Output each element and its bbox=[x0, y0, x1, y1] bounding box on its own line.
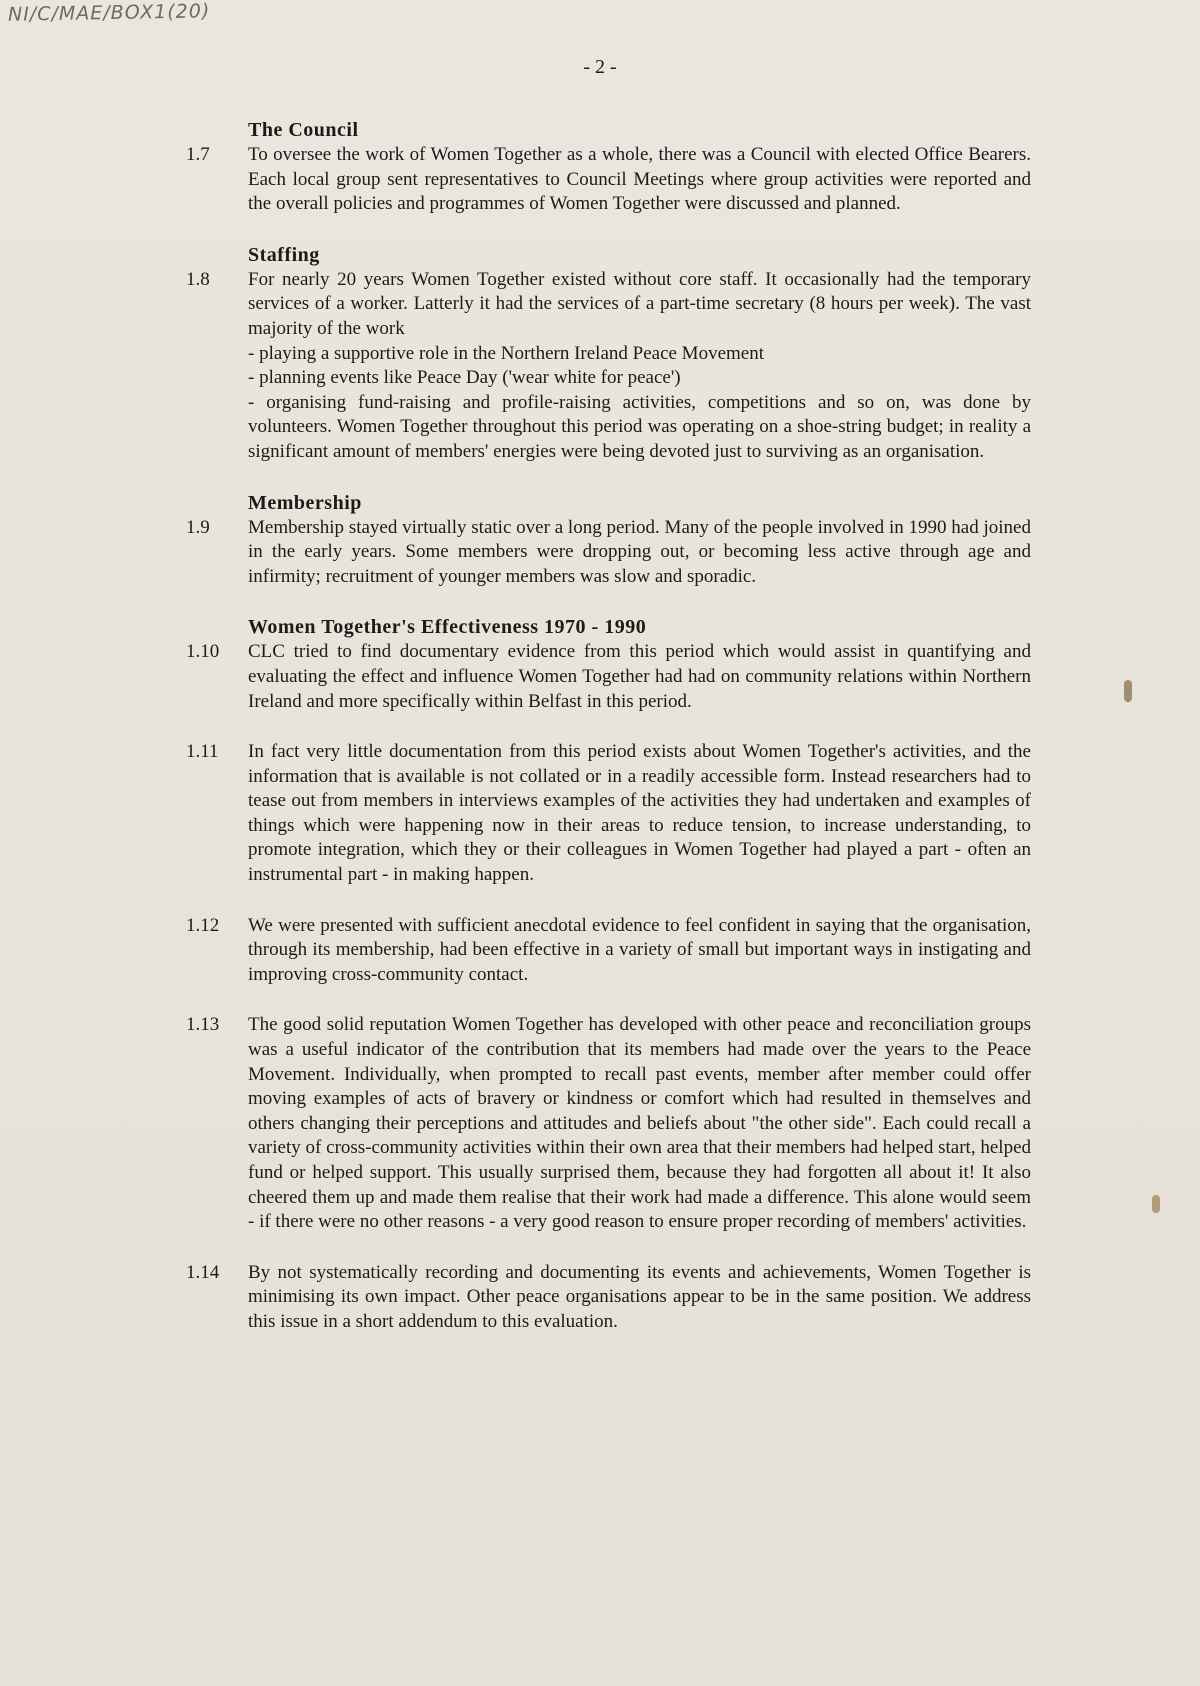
paragraph-text: The good solid reputation Women Together has developed with other peace and reconciliation groups was a useful indicator of the contribution that its members had made over the years to the Peace Movement. Individually, when prompted to recall past events, member after member could offer moving examples of acts of bravery or kindness or comfort which had resulted in themselves and others changing their perceptions and attitudes and beliefs about "the other side". Each could recall a variety of cross-community activities within their own area that their members had helped start, helped fund or helped support. This usually surprised them, because they had forgotten all about it! It also cheered them up and made them realise that their work had made a difference. This alone would seem - if there were no other reasons - a very good reason to ensure proper recording of members' activities. bbox=[248, 1014, 1031, 1233]
paragraph-number: 1.8 bbox=[186, 268, 210, 290]
paragraph-number: 1.14 bbox=[186, 1261, 220, 1283]
section-heading: Women Together's Effectiveness 1970 - 1990 bbox=[248, 616, 647, 639]
page-number: - 2 - bbox=[583, 56, 617, 78]
paragraph-1-8 bbox=[186, 268, 1031, 465]
section-heading: Staffing bbox=[248, 243, 320, 266]
paragraph-text: To oversee the work of Women Together as a whole, there was a Council with elected Office Bearers. Each local group sent representatives to Council Meetings where group activities were reported and the overall policies and programmes of Women Together were discussed and planned. bbox=[248, 144, 1031, 215]
paper-stain bbox=[1124, 680, 1132, 702]
section-membership bbox=[186, 491, 1031, 590]
paragraph-number: 1.10 bbox=[186, 641, 220, 663]
section-effectiveness bbox=[186, 615, 1031, 1334]
paragraph-text: In fact very little documentation from this period exists about Women Together's activities, and the information that is available is not collated or in a readily accessible form. Instead researchers had to tease out from members in interviews examples of the activities they had undertaken and examples of things which were happening now in their areas to reduce tension, to increase understanding, to promote integration, which they or their colleagues in Women Together had played a part - often an instrumental part - in making happen. bbox=[248, 741, 1031, 886]
archive-reference: NI/C/MAE/BOX1(20) bbox=[7, 0, 211, 26]
paragraph-number: 1.12 bbox=[186, 914, 220, 936]
paragraph-1-7 bbox=[186, 143, 1031, 217]
paragraph-1-14 bbox=[186, 1261, 1031, 1335]
section-heading: The Council bbox=[248, 119, 359, 141]
paragraph-1-12 bbox=[186, 914, 1031, 988]
section-council bbox=[186, 118, 1031, 217]
paragraph-text: CLC tried to find documentary evidence from this period which would assist in quantifying and evaluating the effect and influence Women Together had had on community relations within Northern Ireland and more specifically within Belfast in this period. bbox=[248, 641, 1031, 712]
paragraph-number: 1.13 bbox=[186, 1014, 220, 1036]
section-staffing bbox=[186, 243, 1031, 465]
paragraph-text: Membership stayed virtually static over a long period. Many of the people involved in 1990 had joined in the early years. Some members were dropping out, or becoming less active through age and infirmity; recruitment of younger members was slow and sporadic. bbox=[248, 516, 1031, 587]
paragraph-body bbox=[248, 268, 1031, 465]
list-item: - playing a supportive role in the Northern Ireland Peace Movement bbox=[248, 342, 764, 364]
paragraph-1-10 bbox=[186, 640, 1031, 714]
paragraph-1-13 bbox=[186, 1013, 1031, 1234]
paragraph-number: 1.11 bbox=[186, 741, 219, 763]
list-item: - planning events like Peace Day ('wear white for peace') bbox=[248, 367, 681, 389]
paragraph-1-11 bbox=[186, 740, 1031, 888]
paper-stain bbox=[1152, 1195, 1160, 1213]
paragraph-text: By not systematically recording and documenting its events and achievements, Women Together is minimising its own impact. Other peace organisations appear to be in the same position. We address this issue in a short addendum to this evaluation. bbox=[248, 1261, 1031, 1332]
paragraph-number: 1.9 bbox=[186, 516, 210, 538]
paragraph-1-9 bbox=[186, 516, 1031, 590]
section-heading: Membership bbox=[248, 491, 362, 514]
list-item: - organising fund-raising and profile-raising activities, competitions and so on, was done by volunteers. Women Together throughout this period was operating on a shoe-string budget; in reality a significant amount of members' energies were being devoted just to surviving as an organisation. bbox=[248, 391, 1031, 462]
paragraph-number: 1.7 bbox=[186, 144, 210, 165]
paragraph-text: For nearly 20 years Women Together existed without core staff. It occasionally had the temporary services of a worker. Latterly it had the services of a part-time secretary (8 hours per week). The vast majority of the work bbox=[248, 268, 1031, 339]
document-body bbox=[186, 118, 1031, 1361]
paragraph-text: We were presented with sufficient anecdotal evidence to feel confident in saying that the organisation, through its membership, had been effective in a variety of small but important ways in instigating and improving cross-community contact. bbox=[248, 914, 1031, 985]
